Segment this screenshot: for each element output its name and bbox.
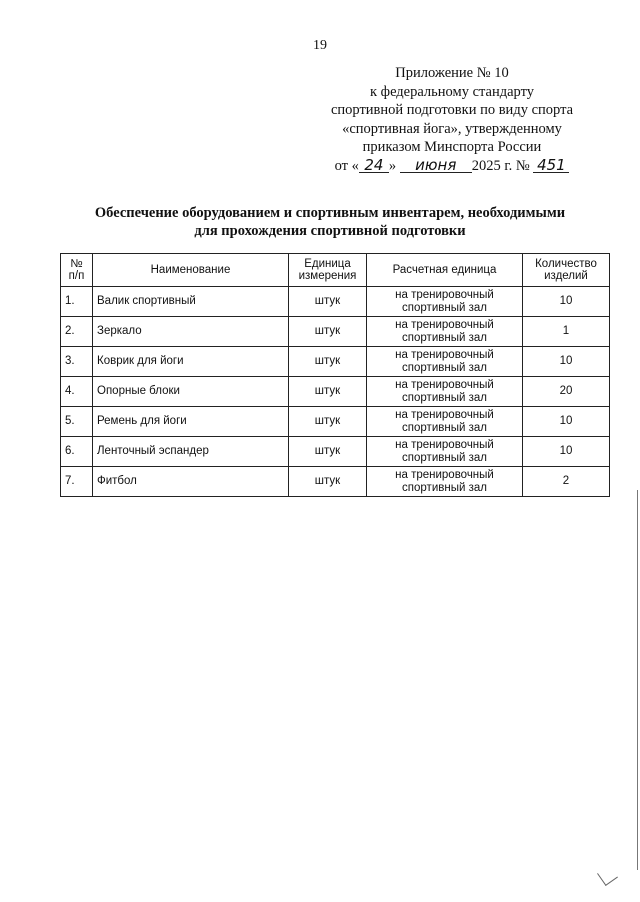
document-title xyxy=(60,204,600,240)
year-suffix: 2025 г. № xyxy=(471,157,530,174)
cell-qty: 1 xyxy=(523,317,610,347)
cell-num: 3. xyxy=(61,347,93,377)
cell-num: 4. xyxy=(61,377,93,407)
cell-name: Фитбол xyxy=(93,467,289,497)
table-header-row xyxy=(61,254,610,287)
cell-num: 1. xyxy=(61,287,93,317)
cell-calc: на тренировочный спортивный зал xyxy=(367,317,523,347)
cell-unit: штук xyxy=(289,437,367,467)
cell-num: 7. xyxy=(61,467,93,497)
cell-calc: на тренировочный спортивный зал xyxy=(367,467,523,497)
header-calc: Расчетная единица xyxy=(367,254,523,287)
cell-unit: штук xyxy=(289,317,367,347)
table-row xyxy=(61,407,610,437)
cell-name: Коврик для йоги xyxy=(93,347,289,377)
cell-unit: штук xyxy=(289,377,367,407)
cell-unit: штук xyxy=(289,467,367,497)
cell-qty: 10 xyxy=(523,407,610,437)
table-row xyxy=(61,377,610,407)
cell-qty: 2 xyxy=(523,467,610,497)
annex-line: приказом Минспорта России xyxy=(362,139,542,155)
title-line: для прохождения спортивной подготовки xyxy=(194,223,466,239)
handwritten-day: 24 xyxy=(359,158,389,173)
table-row xyxy=(61,437,610,467)
handwritten-order-number: 451 xyxy=(533,158,569,173)
cell-calc: на тренировочный спортивный зал xyxy=(367,287,523,317)
annex-line: к федеральному стандарту xyxy=(370,83,534,100)
scan-corner-mark xyxy=(597,865,618,886)
header-unit: Единица измерения xyxy=(289,254,367,287)
header-name: Наименование xyxy=(93,254,289,287)
cell-unit: штук xyxy=(289,347,367,377)
cell-num: 5. xyxy=(61,407,93,437)
table-row xyxy=(61,347,610,377)
day-suffix: » xyxy=(388,157,397,174)
annex-line: «спортивная йога», утвержденному xyxy=(342,120,562,137)
cell-calc: на тренировочный спортивный зал xyxy=(367,437,523,467)
table-row xyxy=(61,287,610,317)
table-row xyxy=(61,317,610,347)
cell-num: 2. xyxy=(61,317,93,347)
cell-unit: штук xyxy=(289,287,367,317)
cell-qty: 10 xyxy=(523,437,610,467)
cell-name: Валик спортивный xyxy=(93,287,289,317)
cell-name: Зеркало xyxy=(93,317,289,347)
cell-name: Ленточный эспандер xyxy=(93,437,289,467)
table-row xyxy=(61,467,610,497)
annex-date-line xyxy=(302,157,602,176)
cell-calc: на тренировочный спортивный зал xyxy=(367,347,523,377)
cell-calc: на тренировочный спортивный зал xyxy=(367,407,523,437)
page-number: 19 xyxy=(313,38,327,53)
cell-qty: 20 xyxy=(523,377,610,407)
cell-calc: на тренировочный спортивный зал xyxy=(367,377,523,407)
date-prefix: от « xyxy=(334,157,359,174)
equipment-table xyxy=(60,253,610,497)
cell-qty: 10 xyxy=(523,287,610,317)
annex-line: спортивной подготовки по виду спорта xyxy=(330,102,574,118)
cell-unit: штук xyxy=(289,407,367,437)
cell-name: Ремень для йоги xyxy=(93,407,289,437)
handwritten-month: июня xyxy=(400,158,472,173)
header-qty: Количество изделий xyxy=(523,254,610,287)
cell-name: Опорные блоки xyxy=(93,377,289,407)
scan-edge-line xyxy=(637,490,638,870)
annex-header xyxy=(302,64,602,175)
cell-num: 6. xyxy=(61,437,93,467)
header-num: № п/п xyxy=(61,254,93,287)
annex-title: Приложение № 10 xyxy=(395,65,509,81)
cell-qty: 10 xyxy=(523,347,610,377)
title-line: Обеспечение оборудованием и спортивным инвентарем, необходимыми xyxy=(94,205,566,221)
